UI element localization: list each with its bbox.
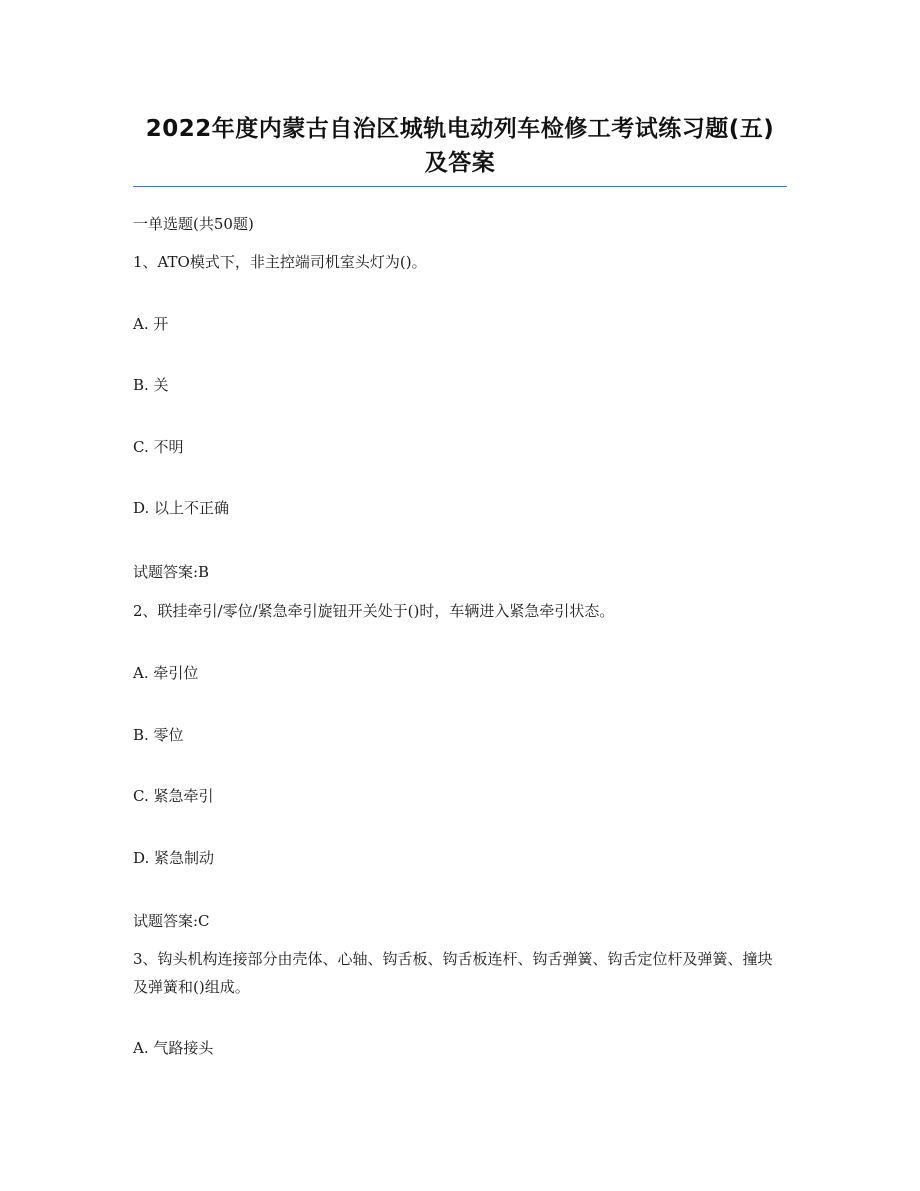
question-1-stem: 1、ATO模式下，非主控端司机室头灯为()。: [133, 253, 427, 271]
title-line-1: 2022年度内蒙古自治区城轨电动列车检修工考试练习题(五): [145, 116, 775, 142]
section-heading: 一单选题(共50题): [133, 215, 254, 233]
question-1-option-a: A. 开: [133, 315, 169, 333]
title-line-2: 及答案: [424, 150, 496, 176]
title-divider: [133, 186, 787, 187]
question-2-option-b: B. 零位: [133, 726, 184, 744]
question-3-stem: 3、钩头机构连接部分由壳体、心轴、钩舌板、钩舌板连杆、钩舌弹簧、钩舌定位杆及弹簧、撞块及弹簧和()组成。: [133, 950, 773, 996]
question-2-option-a: A. 牵引位: [133, 664, 199, 682]
question-3-option-a: A. 气路接头: [133, 1039, 214, 1057]
question-1-option-c: C. 不明: [133, 438, 184, 456]
question-2-stem: 2、联挂牵引/零位/紧急牵引旋钮开关处于()时，车辆进入紧急牵引状态。: [133, 602, 615, 620]
question-2-option-c: C. 紧急牵引: [133, 787, 214, 805]
document-title: [110, 112, 810, 180]
question-1-option-b: B. 关: [133, 376, 169, 394]
question-1-answer: 试题答案:B: [133, 563, 210, 581]
question-1-option-d: D. 以上不正确: [133, 499, 230, 517]
question-2-option-d: D. 紧急制动: [133, 849, 215, 867]
question-2-answer: 试题答案:C: [133, 912, 210, 930]
